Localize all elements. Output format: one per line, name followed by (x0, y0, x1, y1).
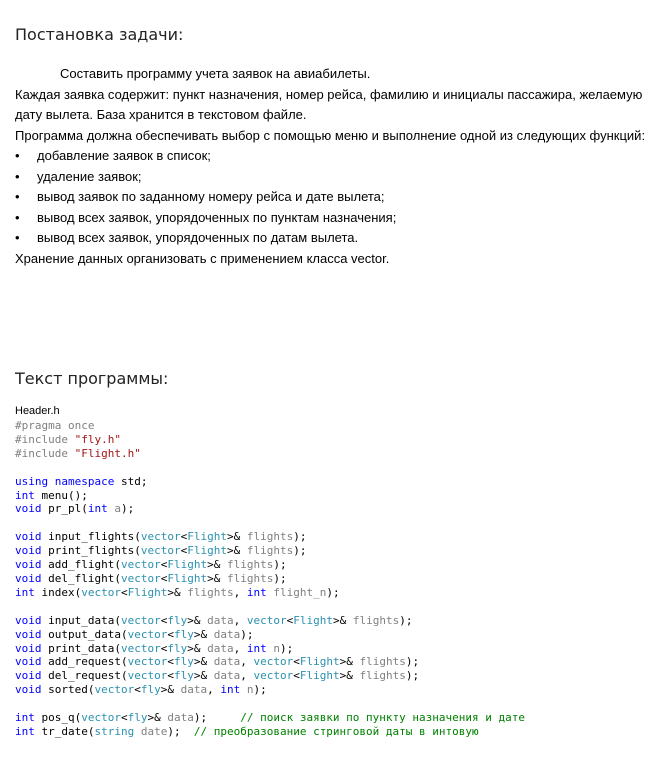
task-function-list (15, 146, 655, 249)
code-filename: Header.h (15, 405, 60, 417)
bullet-icon: • (15, 209, 20, 225)
task-paragraph-2: Программа должна обеспечивать выбор с помощью меню и выполнение одной из следующих функций: (15, 127, 646, 143)
code-comment: // поиск заявки по пункту назначения и дате (240, 711, 525, 725)
list-item: • вывод заявок по заданному номеру рейса и дате вылета; (15, 187, 655, 208)
list-item: • вывод всех заявок, упорядоченных по пунктам назначения; (15, 208, 655, 229)
program-heading: Текст программы: (15, 369, 169, 388)
bullet-icon: • (15, 189, 20, 204)
list-item: • вывод всех заявок, упорядоченных по датам вылета. (15, 228, 655, 249)
task-paragraph-1: Каждая заявка содержит: пункт назначения, номер рейса, фамилию и инициалы пассажира, желаемую дату вылета. База хранится в текстовом файле. (15, 86, 643, 122)
list-item: • удаление заявок; (15, 167, 655, 188)
bullet-icon: • (15, 168, 20, 184)
code-block: #pragma once #include "fly.h" #include "Flight.h" using namespace std; int menu(); void pr_pl(int a); void input_flights(vector<Flight>& flights); void print_flights(vector<Flight>& flights); void add_flight(vector<Flight>& flights); void del_flight(vector<Flight>& flights); int index(vector<Flight>& flights, int flight_n); void input_data(vector<fly>& data, vector<Flight>& flights); void output_data(vector<fly>& data); void print_data(vector<fly>& data, int n); void add_request(vector<fly>& data, vector<Flight>& flights); void del_request(vector<fly>& data, vector<Flight>& flights); void sorted(vector<fly>& data, int n); int pos_q(vector<fly>& data); // поиск заявки по пункту назначения и дате int tr_date(string date); // преобразование стринговой даты в интовую (15, 419, 525, 738)
code-listing (15, 405, 655, 739)
list-item: • добавление заявок в список; (15, 146, 655, 167)
code-comment: // преобразование стринговой даты в интовую (193, 724, 479, 738)
bullet-icon: • (15, 230, 20, 245)
bullet-icon: • (15, 148, 20, 163)
task-description (15, 64, 655, 269)
task-heading: Постановка задачи: (15, 25, 184, 44)
task-paragraph-3: Хранение данных организовать с применением класса vector. (15, 250, 390, 266)
task-intro: Составить программу учета заявок на авиабилеты. (60, 66, 371, 81)
